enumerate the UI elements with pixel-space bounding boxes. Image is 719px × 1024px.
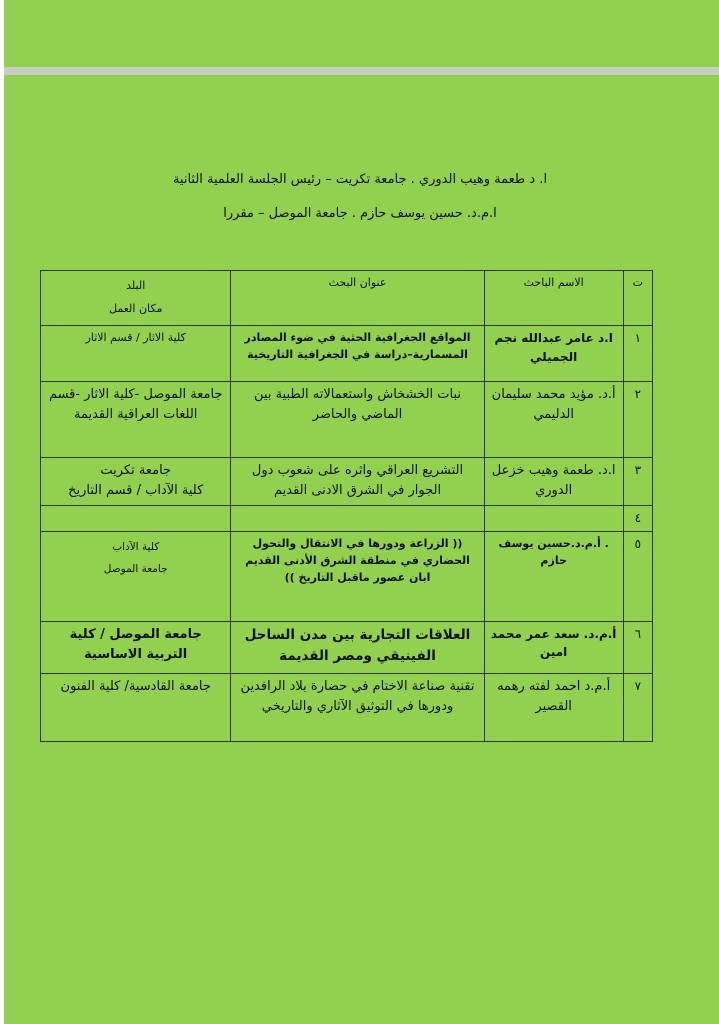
header-place-workplace: مكان العمل xyxy=(109,302,163,316)
header-researcher: الاسم الباحث xyxy=(484,271,623,326)
researcher-name: ا.د عامر عبدالله نجم الجميلي xyxy=(484,326,623,382)
row-number: ٣ xyxy=(623,458,652,506)
work-place: جامعة الموصل -كلية الاثار -قسم اللغات العراقية القديمة xyxy=(41,382,231,458)
row-number: ٥ xyxy=(623,531,652,621)
researcher-name: أ.م.د. سعد عمر محمد امين xyxy=(484,621,623,673)
research-title: المواقع الجغرافية الحثية في ضوء المصادر المسمارية–دراسة في الجغرافية التاريخية xyxy=(231,326,484,382)
header-number: ت xyxy=(623,271,652,326)
research-title: (( الزراعة ودورها في الانتقال والتحول الحضاري في منطقة الشرق الأدنى القديم ابان عصور ماقبل التاريخ )) xyxy=(231,531,484,621)
researcher-name: . أ.م.د.حسين يوسف حازم xyxy=(484,531,623,621)
researcher-name xyxy=(484,506,623,532)
work-place: جامعة القادسية/ كلية الفنون xyxy=(41,673,231,741)
work-place xyxy=(41,506,231,532)
table-row xyxy=(41,673,653,741)
table-row xyxy=(41,531,653,621)
work-place-university: جامعة الموصل xyxy=(103,562,168,575)
session-rapporteur-line: ا.م.د. حسين يوسف حازم . جامعة الموصل – مقررا xyxy=(223,206,497,221)
table-row xyxy=(41,621,653,673)
table-row xyxy=(41,506,653,532)
research-schedule-table xyxy=(40,270,653,742)
research-title: التشريع العراقي واثره على شعوب دول الجوار في الشرق الادنى القديم xyxy=(231,458,484,506)
header-place-country: البلد xyxy=(126,279,146,292)
top-divider xyxy=(4,67,719,75)
table-row xyxy=(41,458,653,506)
research-title: نبات الخشخاش واستعمالاته الطبية بين الماضي والحاضر xyxy=(231,382,484,458)
research-title xyxy=(231,506,484,532)
research-title: العلاقات التجارية بين مدن الساحل الفينيقي ومصر القديمة xyxy=(231,621,484,673)
header-title: عنوان البحث xyxy=(231,271,484,326)
row-number: ٤ xyxy=(623,506,652,532)
row-number: ١ xyxy=(623,326,652,382)
row-number: ٧ xyxy=(623,673,652,741)
header-place xyxy=(41,271,231,326)
work-place xyxy=(41,531,231,621)
work-place xyxy=(41,458,231,506)
researcher-name: أ.م.د احمد لفته رهمه القصير xyxy=(484,673,623,741)
work-place-faculty: كلية الآداب xyxy=(112,540,160,553)
researcher-name: ا.د. طعمة وهيب خزعل الدوري xyxy=(484,458,623,506)
row-number: ٢ xyxy=(623,382,652,458)
work-place-university: جامعة تكريت xyxy=(100,463,172,478)
research-title: تقنية صناعة الاختام في حضارة بلاد الرافدين ودورها في التوثيق الآثاري والتاريخي xyxy=(231,673,484,741)
row-number: ٦ xyxy=(623,621,652,673)
page-edge xyxy=(0,0,4,1024)
session-chair-line: ا. د طعمة وهيب الدوري . جامعة تكريت – رئيس الجلسة العلمية الثانية xyxy=(172,172,548,187)
table-header-row xyxy=(41,271,653,326)
work-place: كلية الاثار / قسم الاثار xyxy=(41,326,231,382)
work-place-department: كلية الآداب / قسم التاريخ xyxy=(68,483,204,499)
work-place: جامعة الموصل / كلية التربية الاساسية xyxy=(41,621,231,673)
table-row xyxy=(41,382,653,458)
table-row xyxy=(41,326,653,382)
researcher-name: أ.د. مؤيد محمد سليمان الدليمي xyxy=(484,382,623,458)
